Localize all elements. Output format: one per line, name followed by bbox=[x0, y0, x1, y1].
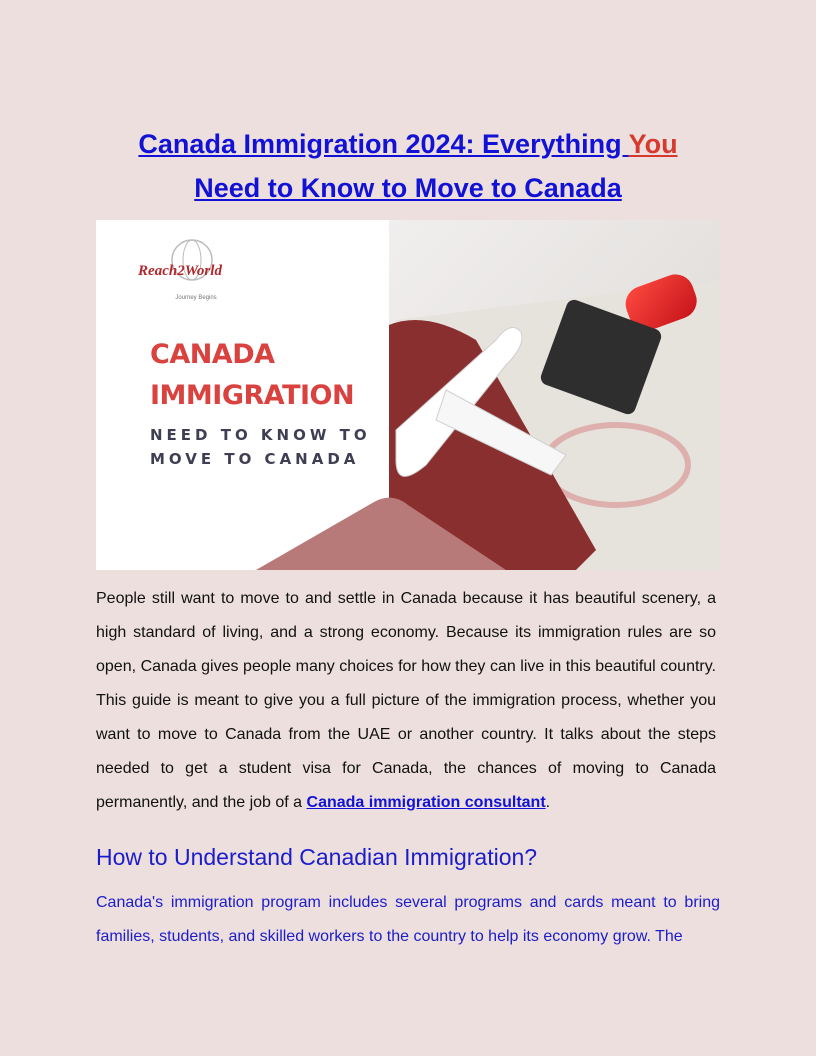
consultant-link[interactable]: Canada immigration consultant bbox=[306, 794, 546, 811]
section-paragraph: Canada's immigration program includes several programs and cards meant to bring families, students, and skilled workers to the country to help its economy grow. The bbox=[96, 894, 720, 945]
title-part-1: Canada Immigration 2024: Everything bbox=[138, 129, 629, 159]
intro-end: . bbox=[545, 794, 551, 811]
hero-heading-line-2: IMMIGRATION bbox=[150, 380, 355, 411]
title-part-3: Need to Know to Move to Canada bbox=[194, 173, 622, 203]
intro-paragraph bbox=[96, 582, 716, 820]
hero-subheading-line-1: NEED TO KNOW TO bbox=[150, 426, 371, 444]
intro-text: People still want to move to and settle in Canada because it has beautiful scenery, a high standard of living, and a strong economy. Because its immigration rules are so open, Canada gives people many choices for how they can live in this beautiful country. This guide is meant to give you a full picture of the immigration process, whether you want to move to Canada from the UAE or another country. It talks about the steps needed to get a student visa for Canada, the chances of moving to Canada permanently, and the job of a bbox=[96, 590, 716, 811]
section-heading: How to Understand Canadian Immigration? bbox=[96, 844, 538, 870]
logo-tagline: Journey Begins bbox=[175, 295, 217, 301]
page-title bbox=[96, 122, 720, 210]
logo-text: Reach2World bbox=[138, 263, 222, 279]
hero-subheading-line-2: MOVE TO CANADA bbox=[150, 450, 360, 468]
title-part-2: You bbox=[628, 129, 678, 159]
hero-heading-line-1: CANADA bbox=[150, 339, 275, 370]
hero-graphic bbox=[96, 220, 720, 570]
title-link[interactable] bbox=[138, 129, 677, 203]
hero-image bbox=[96, 220, 720, 570]
